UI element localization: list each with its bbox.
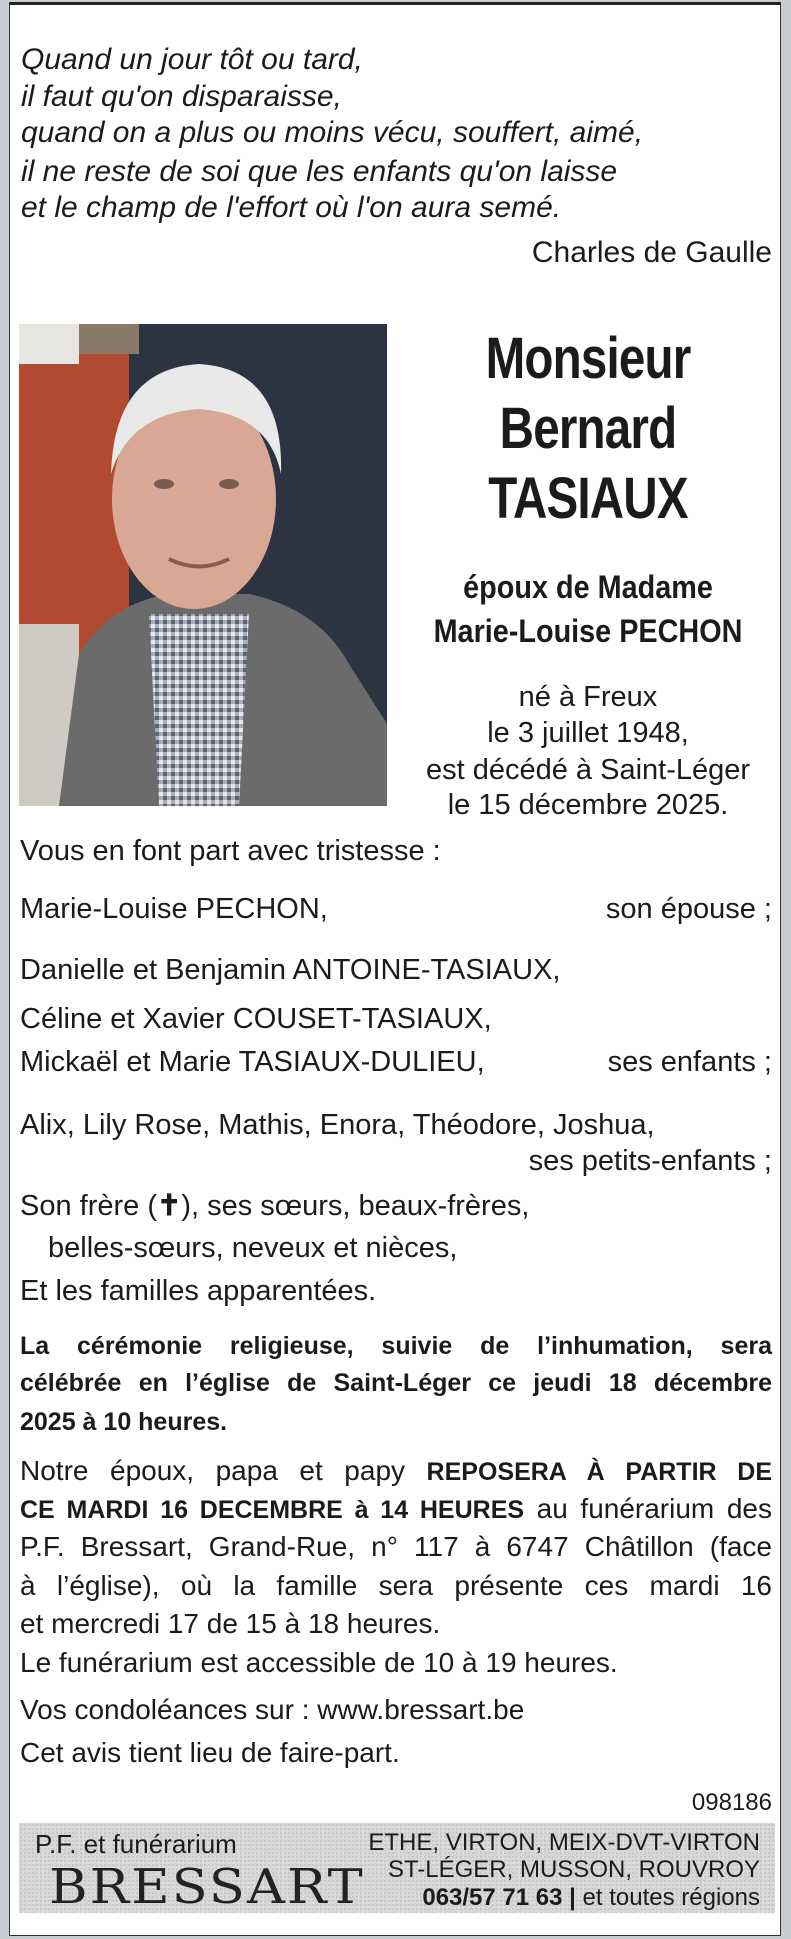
family-text: Son frère ( xyxy=(20,1190,157,1222)
family-text: ), ses sœurs, beaux-frères, xyxy=(181,1190,530,1222)
reference-number: 098186 xyxy=(691,1789,772,1816)
visitation-highlight: REPOSERA À PARTIR DE xyxy=(426,1458,772,1486)
death-place: est décédé à Saint-Léger xyxy=(425,754,751,786)
child-entry: Céline et Xavier COUSET-TASIAUX, xyxy=(20,1003,492,1035)
quote-line: Quand un jour tôt ou tard, xyxy=(21,43,363,76)
family-line: Et les familles apparentées. xyxy=(20,1275,377,1307)
deceased-photo xyxy=(19,324,387,806)
child-entry: Mickaël et Marie TASIAUX-DULIEU, xyxy=(20,1046,485,1078)
grandchildren-entry: Alix, Lily Rose, Mathis, Enora, Théodore, Joshua, xyxy=(20,1109,655,1141)
ceremony-line: La cérémonie religieuse, suivie de l’inhumation, sera xyxy=(20,1332,772,1360)
funeral-home-subtitle: P.F. et funérarium xyxy=(35,1829,237,1859)
spouse-line: époux de Madame xyxy=(463,569,713,605)
condolences-link[interactable]: Vos condoléances sur : www.bressart.be xyxy=(20,1694,525,1725)
visitation-text: Notre époux, papa et papy xyxy=(20,1455,427,1486)
intro-text: Vous en font part avec tristesse : xyxy=(20,835,441,867)
ceremony-line: 2025 à 10 heures. xyxy=(20,1408,228,1436)
visitation-highlight: CE MARDI 16 DECEMBRE à 14 HEURES xyxy=(20,1496,525,1524)
visitation-line: à l’église), où la famille sera présente ces mardi 16 xyxy=(20,1570,772,1601)
note-line: Le funérarium est accessible de 10 à 19 heures. xyxy=(20,1647,618,1678)
birth-place: né à Freux xyxy=(518,681,658,713)
deceased-last-name: TASIAUX xyxy=(488,466,688,531)
quote-line: quand on a plus ou moins vécu, souffert, aimé, xyxy=(21,116,644,149)
locations-line: ETHE, VIRTON, MEIX-DVT-VIRTON xyxy=(368,1829,760,1856)
separator: | xyxy=(569,1884,576,1911)
cross-icon: ✝ xyxy=(157,1190,182,1222)
spouse-role: son épouse ; xyxy=(605,893,772,925)
deceased-title: Monsieur xyxy=(485,326,691,391)
quote-line: il faut qu'on disparaisse, xyxy=(21,80,342,113)
note-line: Cet avis tient lieu de faire-part. xyxy=(20,1737,400,1768)
visitation-text: au funérarium des xyxy=(524,1493,772,1524)
visitation-line xyxy=(20,1495,772,1523)
quote-line: il ne reste de soi que les enfants qu'on laisse xyxy=(21,155,618,188)
contact-line xyxy=(422,1886,760,1910)
family-line xyxy=(20,1192,529,1221)
quote-line: et le champ de l'effort où l'on aura semé. xyxy=(21,191,562,224)
spouse-name: Marie-Louise PECHON xyxy=(433,613,743,649)
deceased-first-name: Bernard xyxy=(499,396,677,461)
funeral-home-logo: BRESSART xyxy=(49,1859,365,1915)
funeral-home-banner xyxy=(19,1823,775,1913)
family-line: belles-sœurs, neveux et nièces, xyxy=(48,1232,458,1264)
death-date: le 15 décembre 2025. xyxy=(447,789,729,821)
child-entry: Danielle et Benjamin ANTOINE-TASIAUX, xyxy=(20,954,561,986)
regions-text: et toutes régions xyxy=(582,1884,760,1911)
spouse-entry: Marie-Louise PECHON, xyxy=(20,893,328,925)
visitation-line: P.F. Bressart, Grand-Rue, n° 117 à 6747 Châtillon (face xyxy=(20,1531,772,1562)
grandchildren-role: ses petits-enfants ; xyxy=(528,1145,772,1177)
locations-line: ST-LÉGER, MUSSON, ROUVROY xyxy=(387,1856,760,1883)
ceremony-line: célébrée en l’église de Saint-Léger ce jeudi 18 décembre xyxy=(20,1369,772,1397)
birth-date: le 3 juillet 1948, xyxy=(487,717,689,749)
quote-author: Charles de Gaulle xyxy=(531,236,772,269)
phone-number: 063/57 71 63 xyxy=(422,1884,563,1911)
visitation-line xyxy=(20,1457,772,1485)
children-role: ses enfants ; xyxy=(607,1046,772,1078)
visitation-line: et mercredi 17 de 15 à 18 heures. xyxy=(20,1608,441,1639)
